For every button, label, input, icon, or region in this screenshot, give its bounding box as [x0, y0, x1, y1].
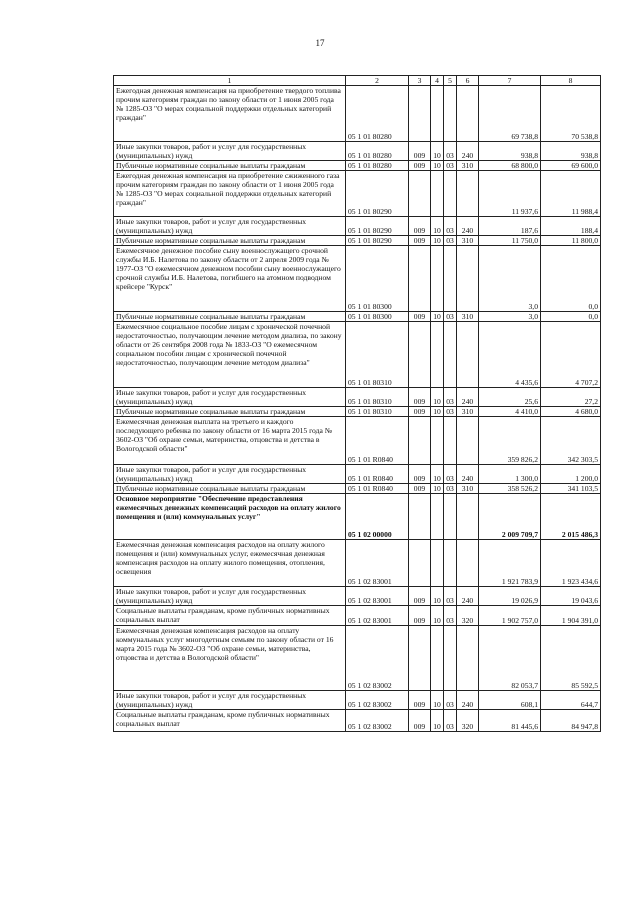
table-row	[114, 417, 601, 465]
row-section-code: 10	[431, 691, 444, 710]
row-name: Ежемесячное денежное пособие сыну военнослужащего срочной службы И.Б. Налетова по закону области от 2 апреля 2009 года № 1977-ОЗ "О ежемесячном денежном пособии сыну военнослужащего срочной службы И.Б. Налетова, погибшего на атомном подводном крейсере "Курск"	[114, 246, 346, 312]
row-amount-year2: 19 043,6	[541, 587, 601, 606]
row-subsection-code: 03	[444, 606, 457, 626]
row-section-code: 10	[431, 388, 444, 407]
row-subsection-code: 03	[444, 236, 457, 246]
row-subsection-code: 03	[444, 710, 457, 732]
row-amount-year1: 4 435,6	[479, 322, 541, 388]
table-row	[114, 388, 601, 407]
table-row	[114, 691, 601, 710]
row-section-code: 10	[431, 142, 444, 161]
row-amount-year1: 358 526,2	[479, 484, 541, 494]
row-amount-year1: 1 300,0	[479, 465, 541, 484]
row-ministry-code	[409, 322, 431, 388]
row-expense-type: 240	[457, 465, 479, 484]
row-expense-type: 240	[457, 691, 479, 710]
row-target-code: 05 1 01 R0840	[346, 465, 409, 484]
row-amount-year1: 3,0	[479, 312, 541, 322]
row-subsection-code	[444, 626, 457, 691]
row-target-code: 05 1 02 83001	[346, 606, 409, 626]
row-amount-year1: 4 410,0	[479, 407, 541, 417]
row-section-code	[431, 540, 444, 587]
table-row	[114, 246, 601, 312]
row-ministry-code	[409, 626, 431, 691]
header-cell: 6	[457, 76, 479, 86]
row-expense-type: 240	[457, 388, 479, 407]
table-row	[114, 626, 601, 691]
row-amount-year2: 4 707,2	[541, 322, 601, 388]
row-expense-type: 310	[457, 161, 479, 171]
row-amount-year1: 81 445,6	[479, 710, 541, 732]
row-section-code: 10	[431, 587, 444, 606]
row-target-code: 05 1 01 80300	[346, 312, 409, 322]
header-cell: 1	[114, 76, 346, 86]
row-target-code: 05 1 02 83002	[346, 710, 409, 732]
row-subsection-code	[444, 322, 457, 388]
row-ministry-code: 009	[409, 465, 431, 484]
row-ministry-code: 009	[409, 388, 431, 407]
row-amount-year1: 11 750,0	[479, 236, 541, 246]
row-subsection-code	[444, 494, 457, 540]
row-amount-year2: 1 200,0	[541, 465, 601, 484]
header-cell: 2	[346, 76, 409, 86]
row-amount-year2: 27,2	[541, 388, 601, 407]
row-subsection-code	[444, 86, 457, 142]
row-expense-type	[457, 322, 479, 388]
row-subsection-code	[444, 246, 457, 312]
row-amount-year1: 608,1	[479, 691, 541, 710]
row-amount-year2: 4 680,0	[541, 407, 601, 417]
row-section-code	[431, 171, 444, 217]
row-amount-year2: 188,4	[541, 217, 601, 236]
row-subsection-code: 03	[444, 312, 457, 322]
row-amount-year1: 1 902 757,0	[479, 606, 541, 626]
row-amount-year2: 644,7	[541, 691, 601, 710]
row-name: Публичные нормативные социальные выплаты гражданам	[114, 161, 346, 171]
row-section-code	[431, 417, 444, 465]
row-subsection-code: 03	[444, 388, 457, 407]
row-section-code	[431, 494, 444, 540]
table-row	[114, 606, 601, 626]
row-subsection-code: 03	[444, 407, 457, 417]
table-row	[114, 484, 601, 494]
row-amount-year2: 1 923 434,6	[541, 540, 601, 587]
row-ministry-code	[409, 494, 431, 540]
table-row	[114, 171, 601, 217]
row-ministry-code	[409, 417, 431, 465]
row-name: Иные закупки товаров, работ и услуг для государственных (муниципальных) нужд	[114, 691, 346, 710]
row-target-code: 05 1 01 80310	[346, 322, 409, 388]
table-row	[114, 236, 601, 246]
row-expense-type	[457, 626, 479, 691]
row-name: Публичные нормативные социальные выплаты гражданам	[114, 407, 346, 417]
table-row	[114, 407, 601, 417]
row-target-code: 05 1 02 83001	[346, 587, 409, 606]
row-ministry-code: 009	[409, 484, 431, 494]
row-amount-year2: 84 947,8	[541, 710, 601, 732]
row-target-code: 05 1 01 R0840	[346, 417, 409, 465]
row-subsection-code	[444, 417, 457, 465]
row-target-code: 05 1 02 83002	[346, 691, 409, 710]
table-row	[114, 587, 601, 606]
row-ministry-code: 009	[409, 587, 431, 606]
table-row	[114, 217, 601, 236]
row-ministry-code: 009	[409, 312, 431, 322]
row-amount-year1: 69 738,8	[479, 86, 541, 142]
row-ministry-code: 009	[409, 407, 431, 417]
header-cell: 4	[431, 76, 444, 86]
row-subsection-code: 03	[444, 465, 457, 484]
row-amount-year2: 11 988,4	[541, 171, 601, 217]
page-number: 17	[315, 38, 325, 48]
table-row	[114, 465, 601, 484]
row-subsection-code: 03	[444, 161, 457, 171]
row-section-code: 10	[431, 484, 444, 494]
row-amount-year2: 342 303,5	[541, 417, 601, 465]
table-row	[114, 161, 601, 171]
row-target-code: 05 1 01 80310	[346, 388, 409, 407]
row-amount-year1: 11 937,6	[479, 171, 541, 217]
row-name: Ежегодная денежная компенсация на приобретение сжиженного газа прочим категориям граждан по закону области от 1 июня 2005 года № 1285-ОЗ "О мерах социальной поддержки отдельных категорий граждан"	[114, 171, 346, 217]
row-amount-year2: 1 904 391,0	[541, 606, 601, 626]
row-amount-year2: 11 800,0	[541, 236, 601, 246]
row-name: Социальные выплаты гражданам, кроме публичных нормативных социальных выплат	[114, 606, 346, 626]
row-amount-year1: 1 921 783,9	[479, 540, 541, 587]
row-subsection-code: 03	[444, 691, 457, 710]
row-subsection-code: 03	[444, 142, 457, 161]
table-row	[114, 86, 601, 142]
row-amount-year1: 25,6	[479, 388, 541, 407]
row-amount-year1: 359 826,2	[479, 417, 541, 465]
row-name: Основное мероприятие "Обеспечение предоставления ежемесячных денежных компенсаций расходов на оплату жилого помещения и (или) коммунальных услуг"	[114, 494, 346, 540]
row-ministry-code: 009	[409, 710, 431, 732]
row-name: Иные закупки товаров, работ и услуг для государственных (муниципальных) нужд	[114, 217, 346, 236]
row-subsection-code	[444, 171, 457, 217]
row-section-code	[431, 322, 444, 388]
row-amount-year1: 82 053,7	[479, 626, 541, 691]
row-target-code: 05 1 01 R0840	[346, 484, 409, 494]
row-expense-type: 310	[457, 312, 479, 322]
row-name: Иные закупки товаров, работ и услуг для государственных (муниципальных) нужд	[114, 465, 346, 484]
row-ministry-code: 009	[409, 691, 431, 710]
row-target-code: 05 1 01 80280	[346, 142, 409, 161]
row-target-code: 05 1 01 80290	[346, 217, 409, 236]
row-name: Публичные нормативные социальные выплаты гражданам	[114, 236, 346, 246]
row-expense-type: 310	[457, 236, 479, 246]
row-ministry-code: 009	[409, 236, 431, 246]
row-section-code: 10	[431, 465, 444, 484]
table-row	[114, 322, 601, 388]
row-subsection-code	[444, 540, 457, 587]
row-target-code: 05 1 01 80290	[346, 171, 409, 217]
row-section-code	[431, 86, 444, 142]
row-ministry-code	[409, 246, 431, 312]
row-target-code: 05 1 01 80280	[346, 86, 409, 142]
row-amount-year2: 70 538,8	[541, 86, 601, 142]
row-subsection-code: 03	[444, 484, 457, 494]
row-expense-type	[457, 86, 479, 142]
row-section-code	[431, 246, 444, 312]
row-expense-type: 240	[457, 142, 479, 161]
row-subsection-code: 03	[444, 217, 457, 236]
row-section-code: 10	[431, 236, 444, 246]
row-amount-year1: 187,6	[479, 217, 541, 236]
row-ministry-code	[409, 540, 431, 587]
row-ministry-code	[409, 171, 431, 217]
row-expense-type: 320	[457, 710, 479, 732]
row-name: Социальные выплаты гражданам, кроме публичных нормативных социальных выплат	[114, 710, 346, 732]
row-expense-type: 320	[457, 606, 479, 626]
row-section-code: 10	[431, 161, 444, 171]
row-target-code: 05 1 02 00000	[346, 494, 409, 540]
row-expense-type	[457, 494, 479, 540]
row-name: Иные закупки товаров, работ и услуг для государственных (муниципальных) нужд	[114, 142, 346, 161]
row-amount-year1: 3,0	[479, 246, 541, 312]
header-cell: 8	[541, 76, 601, 86]
row-amount-year2: 85 592,5	[541, 626, 601, 691]
row-name: Ежемесячное социальное пособие лицам с хронической почечной недостаточностью, получающим лечение методом диализа, по закону области от 26 сентября 2008 года № 1833-ОЗ "О ежемесячном социальном пособии лицам с хронической почечной недостаточностью, получающим лечение методом диализа"	[114, 322, 346, 388]
row-name: Публичные нормативные социальные выплаты гражданам	[114, 484, 346, 494]
row-expense-type	[457, 171, 479, 217]
row-amount-year1: 938,8	[479, 142, 541, 161]
row-expense-type: 240	[457, 217, 479, 236]
row-amount-year2: 938,8	[541, 142, 601, 161]
row-expense-type: 310	[457, 407, 479, 417]
row-expense-type: 240	[457, 587, 479, 606]
table-row	[114, 540, 601, 587]
row-expense-type	[457, 540, 479, 587]
row-amount-year1: 2 009 709,7	[479, 494, 541, 540]
row-amount-year1: 68 800,0	[479, 161, 541, 171]
row-amount-year1: 19 026,9	[479, 587, 541, 606]
row-name: Ежемесячная денежная компенсация расходов на оплату коммунальных услуг многодетным семьям по закону области от 16 марта 2015 года № 3602-ОЗ "Об охране семьи, материнства, отцовства и детства в Вологодской области"	[114, 626, 346, 691]
row-subsection-code: 03	[444, 587, 457, 606]
row-name: Ежемесячная денежная выплата на третьего и каждого последующего ребенка по закону области от 16 марта 2015 года № 3602-ОЗ "Об охране семьи, материнства, отцовства и детства в Вологодской области"	[114, 417, 346, 465]
row-section-code: 10	[431, 312, 444, 322]
row-amount-year2: 69 600,0	[541, 161, 601, 171]
row-expense-type: 310	[457, 484, 479, 494]
table-body	[114, 86, 601, 732]
table-header-row	[114, 76, 601, 86]
table-row	[114, 494, 601, 540]
row-ministry-code: 009	[409, 606, 431, 626]
row-name: Иные закупки товаров, работ и услуг для государственных (муниципальных) нужд	[114, 388, 346, 407]
table-row	[114, 710, 601, 732]
row-ministry-code: 009	[409, 161, 431, 171]
row-target-code: 05 1 01 80290	[346, 236, 409, 246]
row-section-code: 10	[431, 407, 444, 417]
row-name: Ежегодная денежная компенсация на приобретение твердого топлива прочим категориям граждан по закону области от 1 июня 2005 года № 1285-ОЗ "О мерах социальной поддержки отдельных категорий граждан"	[114, 86, 346, 142]
row-amount-year2: 2 015 486,3	[541, 494, 601, 540]
header-cell: 7	[479, 76, 541, 86]
row-name: Ежемесячная денежная компенсация расходов на оплату жилого помещения и (или) коммунальных услуг, ежемесячная денежная компенсация расходов на оплату жилого помещения, отопления, освещения	[114, 540, 346, 587]
row-ministry-code: 009	[409, 217, 431, 236]
header-cell: 5	[444, 76, 457, 86]
row-target-code: 05 1 02 83001	[346, 540, 409, 587]
row-amount-year2: 341 103,5	[541, 484, 601, 494]
row-section-code: 10	[431, 606, 444, 626]
row-name: Публичные нормативные социальные выплаты гражданам	[114, 312, 346, 322]
row-amount-year2: 0,0	[541, 312, 601, 322]
row-section-code: 10	[431, 710, 444, 732]
row-amount-year2: 0,0	[541, 246, 601, 312]
table-row	[114, 142, 601, 161]
row-section-code: 10	[431, 217, 444, 236]
row-expense-type	[457, 246, 479, 312]
header-cell: 3	[409, 76, 431, 86]
row-target-code: 05 1 01 80280	[346, 161, 409, 171]
row-name: Иные закупки товаров, работ и услуг для государственных (муниципальных) нужд	[114, 587, 346, 606]
row-target-code: 05 1 01 80310	[346, 407, 409, 417]
row-ministry-code	[409, 86, 431, 142]
row-target-code: 05 1 02 83002	[346, 626, 409, 691]
row-section-code	[431, 626, 444, 691]
table-row	[114, 312, 601, 322]
row-target-code: 05 1 01 80300	[346, 246, 409, 312]
row-ministry-code: 009	[409, 142, 431, 161]
budget-table	[113, 75, 601, 732]
row-expense-type	[457, 417, 479, 465]
